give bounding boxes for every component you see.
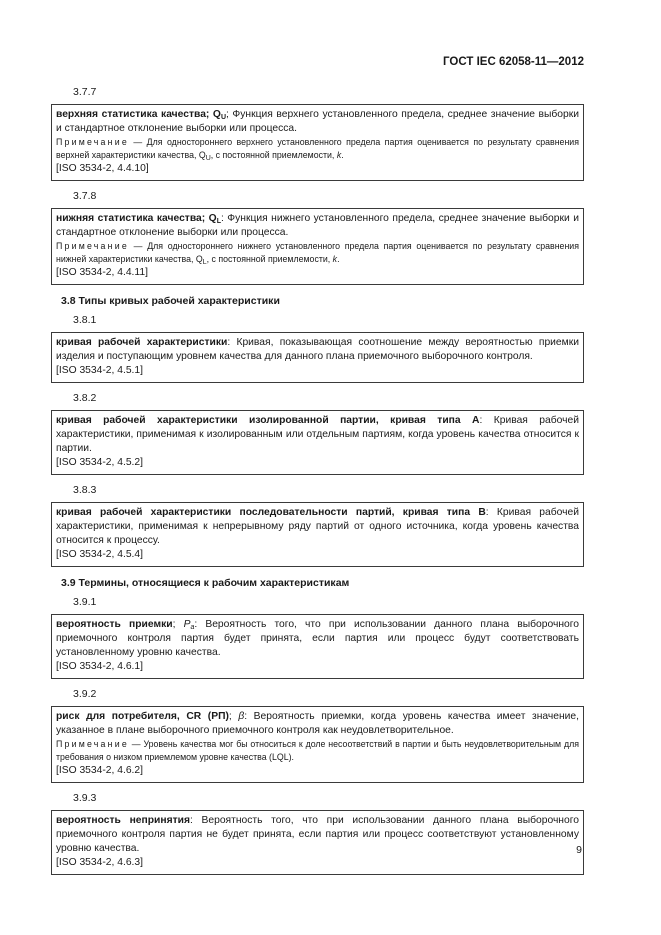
note: Примечание — Для одностороннего верхнего установленного предела партия оценивается по результату сравнения верхней характеристики качества, $Q_U$, с постоянной приемлемости, k. xyxy=(56,137,579,162)
term: нижняя статистика качества; $Q_L$ xyxy=(56,213,221,225)
entry-number: 3.7.8 xyxy=(73,190,97,202)
section-heading-3-9: 3.9 Термины, относящиеся к рабочим характеристикам xyxy=(61,577,350,589)
entry-number: 3.9.1 xyxy=(73,596,97,608)
term-entry-3-9-2: риск для потребителя, CR (РП); β: Вероятность приемки, когда уровень качества имеет значение, указанное в плане выборочного приемочного контроля как неудовлетворительное. Примечание — Уровень качества мог бы относиться к доле несоответствий в партии и быть неудовлетворительным для требования о низком приемлемом уровне качества (LQL). [ISO 3534-2, 4.6.2] xyxy=(51,706,584,783)
term-entry-3-8-3 xyxy=(51,502,584,567)
source-reference: [ISO 3534-2, 4.5.4] xyxy=(56,549,144,560)
source-reference: [ISO 3534-2, 4.6.1] xyxy=(56,661,144,672)
term: риск для потребителя, CR (РП) xyxy=(56,711,229,722)
source-reference: [ISO 3534-2, 4.5.1] xyxy=(56,365,144,376)
term-entry-3-7-8 xyxy=(51,208,584,285)
term: верхняя статистика качества; $Q_U$ xyxy=(56,109,226,121)
term: вероятность приемки xyxy=(56,619,173,630)
entry-number: 3.8.1 xyxy=(73,314,97,326)
entry-number: 3.7.7 xyxy=(73,86,97,98)
document-body xyxy=(51,86,584,884)
definition: : Кривая рабочей характеристики, применимая к изолированным или отдельным партиям, когда уровень качества относится к партии. xyxy=(56,415,579,454)
note: Примечание — Для одностороннего нижнего установленного предела партия оценивается по результату сравнения нижней характеристики качества, $Q_L$, с постоянной приемлемости, k. xyxy=(56,241,579,266)
definition: : Вероятность приемки, когда уровень качества имеет значение, указанное в плане выборочного приемочного контроля как неудовлетворительное. xyxy=(56,711,579,736)
term-entry-3-8-2 xyxy=(51,410,584,475)
source-reference: [ISO 3534-2, 4.4.11] xyxy=(56,267,148,278)
term: вероятность непринятия xyxy=(56,815,190,826)
entry-number: 3.8.2 xyxy=(73,392,97,404)
definition: : Вероятность того, что при использовании данного плана выборочного приемочного контроля партия не будет принята, если партия или процесс соответствуют установленному уровню качества. xyxy=(56,815,579,854)
definition: : Вероятность того, что при использовании данного плана выборочного приемочного контроля партия будет принята, если партия или процесс будут соответствовать установленному уровню качества. xyxy=(56,619,579,658)
symbol: β xyxy=(238,711,245,722)
entry-number: 3.8.3 xyxy=(73,484,97,496)
page-number: 9 xyxy=(576,844,582,856)
source-reference: [ISO 3534-2, 4.6.2] xyxy=(56,765,144,776)
note: Примечание — Уровень качества мог бы относиться к доле несоответствий в партии и быть неудовлетворительным для требования о низком приемлемом уровне качества (LQL). xyxy=(56,739,579,762)
term-entry-3-9-3 xyxy=(51,810,584,875)
definition: : Кривая рабочей характеристики, применимая к непрерывному ряду партий от одного источника, когда уровень качества относится к процессу. xyxy=(56,507,579,546)
source-reference: [ISO 3534-2, 4.5.2] xyxy=(56,457,144,468)
entry-number: 3.9.2 xyxy=(73,688,97,700)
section-heading-3-8: 3.8 Типы кривых рабочей характеристики xyxy=(61,295,280,307)
standard-header: ГОСТ IEC 62058-11—2012 xyxy=(443,56,584,68)
term: кривая рабочей характеристики последовательности партий, кривая типа В xyxy=(56,507,486,518)
definition: ; Функция верхнего установленного предела, среднее значение выборки и стандартное отклонение выборки или процесса. xyxy=(56,109,579,134)
definition: : Функция нижнего установленного предела, среднее значение выборки и стандартное отклонение выборки или процесса. xyxy=(56,213,579,238)
definition: : Кривая, показывающая соотношение между вероятностью приемки изделия и поступающим уровнем качества для данного плана приемочного выборочного контроля. xyxy=(56,337,579,362)
term: кривая рабочей характеристики xyxy=(56,337,228,348)
term-entry-3-7-7 xyxy=(51,104,584,181)
symbol: $P_a$ xyxy=(183,619,195,631)
term-entry-3-8-1 xyxy=(51,332,584,383)
entry-number: 3.9.3 xyxy=(73,792,97,804)
term: кривая рабочей характеристики изолированной партии, кривая типа А xyxy=(56,415,480,426)
source-reference: [ISO 3534-2, 4.4.10] xyxy=(56,163,149,174)
source-reference: [ISO 3534-2, 4.6.3] xyxy=(56,857,144,868)
term-entry-3-9-1: вероятность приемки; $P_a$: Вероятность того, что при использовании данного плана выборочного приемочного контроля партия будет принята, если партия или процесс будут соответствовать установленному уровню качества. [ISO 3534-2, 4.6.1] xyxy=(51,614,584,679)
